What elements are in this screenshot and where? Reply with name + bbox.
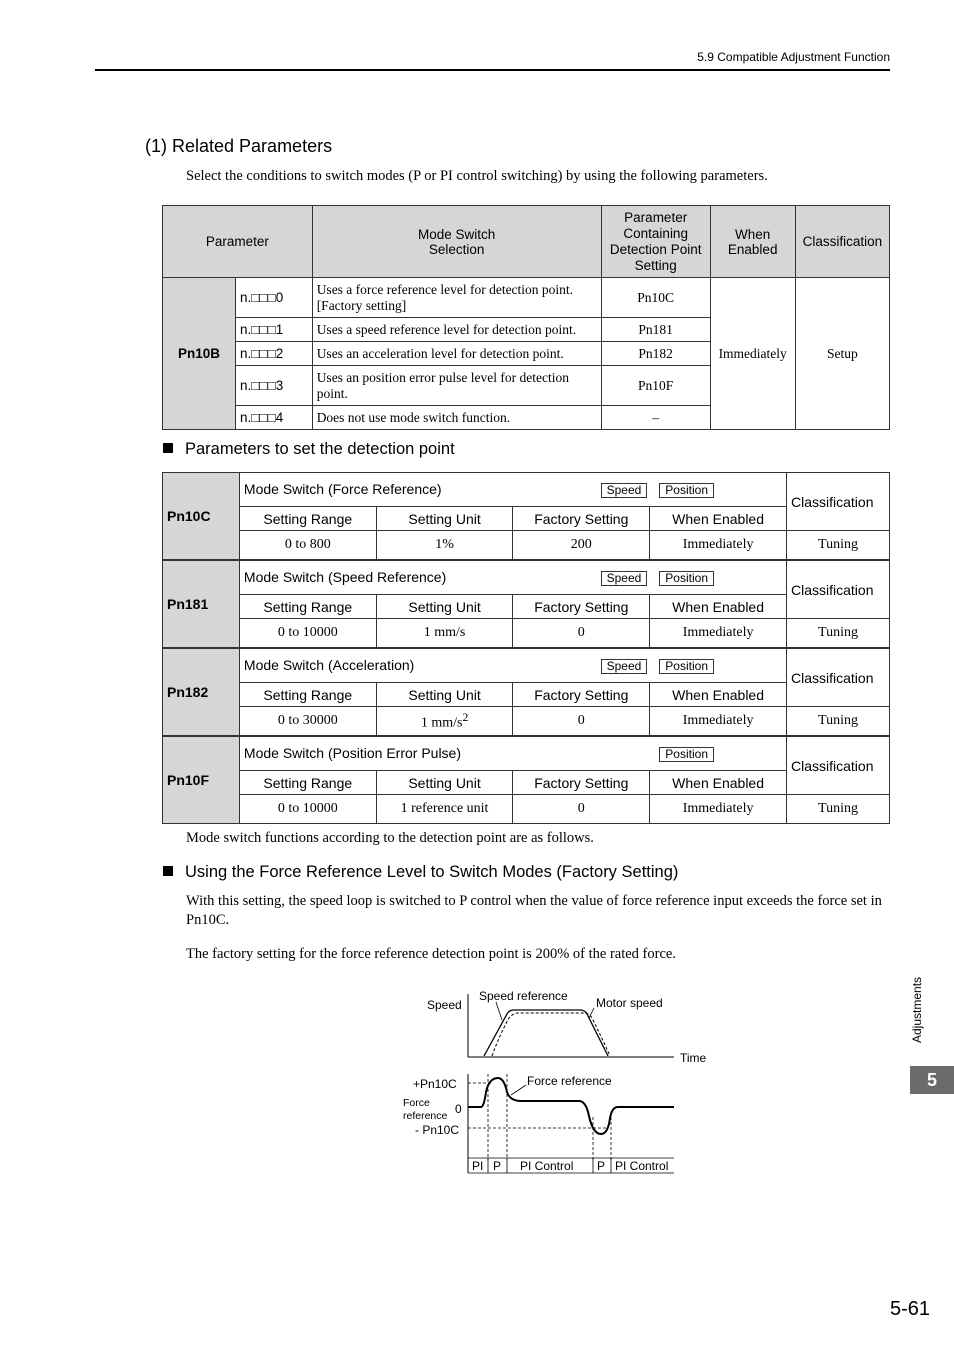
bullet-text: Using the Force Reference Level to Switch Modes (Factory Setting) <box>185 863 679 881</box>
mode-tags <box>601 569 714 586</box>
when-enabled-value: Immediately <box>650 619 787 648</box>
param-title-text: Mode Switch (Acceleration) <box>243 657 415 673</box>
bullet-heading-force-reference <box>163 863 678 882</box>
mode-tags <box>601 481 714 498</box>
mode-switch-selection-table <box>162 205 890 430</box>
detection-param-name: Pn181 <box>163 561 240 648</box>
detection-param-title <box>239 473 786 507</box>
segment-pi-1: PI <box>472 1159 484 1173</box>
bullet-text: Parameters to set the detection point <box>185 440 455 458</box>
param-title-text: Mode Switch (Force Reference) <box>243 481 442 497</box>
section-intro: Select the conditions to switch modes (P or PI control switching) by using the following parameters. <box>186 168 768 184</box>
setting-range-header: Setting Range <box>239 595 376 619</box>
param-desc: Does not use mode switch function. <box>312 406 601 430</box>
detection-param-name: Pn10C <box>163 473 240 560</box>
force-reference-pointer <box>511 1085 526 1095</box>
section-title: (1) Related Parameters <box>145 136 333 156</box>
param-point: Pn10C <box>601 278 710 318</box>
factory-setting-header: Factory Setting <box>513 595 650 619</box>
plus-level-label: +Pn10C <box>413 1077 457 1091</box>
mode-tags <box>601 657 714 674</box>
col-mode-switch: Mode Switch Selection <box>312 206 601 278</box>
mode-switch-timing-diagram <box>396 982 707 1178</box>
detection-param-title <box>239 737 786 771</box>
bullet-square-icon <box>163 443 173 453</box>
when-enabled-header: When Enabled <box>650 595 787 619</box>
segment-pi-control-1: PI Control <box>520 1159 574 1173</box>
param-value: n.□□□0 <box>236 278 313 318</box>
param-point: Pn10F <box>601 366 710 406</box>
mode-tag: Position <box>659 571 714 586</box>
mode-tag: Speed <box>601 659 648 674</box>
when-enabled-header: When Enabled <box>650 771 787 795</box>
paragraph-1: With this setting, the speed loop is switched to P control when the value of force reference input exceeds the force set in Pn10C. <box>186 893 882 928</box>
unit-text: 1% <box>435 537 454 552</box>
setting-unit-header: Setting Unit <box>376 595 513 619</box>
param-point: Pn182 <box>601 342 710 366</box>
bullet-heading-detection-params <box>163 440 455 459</box>
when-enabled-value: Immediately <box>650 707 787 736</box>
paragraph-2: The factory setting for the force reference detection point is 200% of the rated force. <box>186 946 676 962</box>
setting-range-value: 0 to 30000 <box>239 707 376 736</box>
force-axis-label-2: reference <box>403 1110 448 1122</box>
mode-tag: Position <box>659 659 714 674</box>
detection-param-table <box>162 472 890 560</box>
setting-unit-header: Setting Unit <box>376 683 513 707</box>
param-name: Pn10B <box>163 278 236 430</box>
param-desc: Uses a speed reference level for detection point. <box>312 318 601 342</box>
unit-superscript: 2 <box>462 710 469 724</box>
header-rule <box>95 69 890 71</box>
mode-tags <box>659 745 714 762</box>
minus-level-label: - Pn10C <box>415 1123 460 1137</box>
unit-text: 1 mm/s <box>423 625 466 640</box>
unit-text: 1 reference unit <box>400 801 489 816</box>
running-header: 5.9 Compatible Adjustment Function <box>697 50 890 64</box>
param-desc: Uses an position error pulse level for detection point. <box>312 366 601 406</box>
param-desc: Uses an acceleration level for detection point. <box>312 342 601 366</box>
param-value: n.□□□4 <box>236 406 313 430</box>
mode-tag: Speed <box>601 571 648 586</box>
param-point: – <box>601 406 710 430</box>
detection-param-title <box>239 649 786 683</box>
setting-unit-header: Setting Unit <box>376 507 513 531</box>
setting-range-header: Setting Range <box>239 683 376 707</box>
classification-value: Tuning <box>787 795 890 824</box>
classification-value: Tuning <box>787 707 890 736</box>
zero-label: 0 <box>455 1102 462 1116</box>
detection-param-table <box>162 648 890 736</box>
motor-speed-label: Motor speed <box>596 996 663 1010</box>
side-tab-label: Adjustments <box>910 976 924 1043</box>
param-value: n.□□□3 <box>236 366 313 406</box>
mode-tag: Position <box>659 747 714 762</box>
factory-setting-value: 0 <box>513 619 650 648</box>
when-enabled-value: Immediately <box>650 531 787 560</box>
segment-pi-control-2: PI Control <box>615 1159 669 1173</box>
detection-param-name: Pn182 <box>163 649 240 736</box>
detection-param-title <box>239 561 786 595</box>
setting-range-value: 0 to 10000 <box>239 619 376 648</box>
time-label: Time <box>680 1051 707 1065</box>
mode-tag: Speed <box>601 483 648 498</box>
bullet-square-icon <box>163 866 173 876</box>
factory-setting-value: 0 <box>513 707 650 736</box>
factory-setting-header: Factory Setting <box>513 683 650 707</box>
setting-unit-header: Setting Unit <box>376 771 513 795</box>
setting-unit-value <box>376 707 513 736</box>
setting-range-header: Setting Range <box>239 771 376 795</box>
chapter-tab: 5 <box>910 1066 954 1094</box>
speed-reference-label: Speed reference <box>479 989 568 1003</box>
unit-text: 1 mm/s <box>420 715 463 731</box>
when-enabled-value: Immediately <box>650 795 787 824</box>
detection-param-table <box>162 560 890 648</box>
classification-value: Tuning <box>787 531 890 560</box>
classification-header: Classification <box>787 737 890 795</box>
col-detection-point: Parameter Containing Detection Point Setting <box>601 206 710 278</box>
setting-range-value: 0 to 10000 <box>239 795 376 824</box>
classification-value: Tuning <box>787 619 890 648</box>
mode-tag: Position <box>659 483 714 498</box>
motor-speed-curve <box>492 1013 610 1056</box>
param-title-text: Mode Switch (Speed Reference) <box>243 569 447 585</box>
page-number: 5-61 <box>889 1298 930 1320</box>
param-desc: Uses a force reference level for detection point. [Factory setting] <box>312 278 601 318</box>
factory-setting-value: 200 <box>513 531 650 560</box>
factory-setting-header: Factory Setting <box>513 771 650 795</box>
col-classification: Classification <box>795 206 889 278</box>
when-enabled-header: When Enabled <box>650 683 787 707</box>
setting-unit-value <box>376 795 513 824</box>
detection-param-name: Pn10F <box>163 737 240 824</box>
col-parameter: Parameter <box>163 206 313 278</box>
segment-p-1: P <box>493 1159 502 1173</box>
speed-reference-pointer <box>496 1002 502 1020</box>
detection-param-table <box>162 736 890 824</box>
classification-header: Classification <box>787 473 890 531</box>
classification-value: Setup <box>795 278 889 430</box>
force-axis-label-1: Force <box>403 1097 430 1109</box>
speed-axis-label: Speed <box>427 998 462 1012</box>
after-table-text: Mode switch functions according to the detection point are as follows. <box>186 830 594 846</box>
param-point: Pn181 <box>601 318 710 342</box>
when-enabled-header: When Enabled <box>650 507 787 531</box>
factory-setting-header: Factory Setting <box>513 507 650 531</box>
setting-unit-value <box>376 619 513 648</box>
when-enabled-value: Immediately <box>710 278 795 430</box>
setting-range-header: Setting Range <box>239 507 376 531</box>
col-when-enabled: When Enabled <box>710 206 795 278</box>
setting-range-value: 0 to 800 <box>239 531 376 560</box>
classification-header: Classification <box>787 561 890 619</box>
param-title-text: Mode Switch (Position Error Pulse) <box>243 745 461 761</box>
factory-setting-value: 0 <box>513 795 650 824</box>
force-reference-label: Force reference <box>527 1074 612 1088</box>
param-value: n.□□□2 <box>236 342 313 366</box>
segment-p-2: P <box>597 1159 606 1173</box>
param-value: n.□□□1 <box>236 318 313 342</box>
setting-unit-value <box>376 531 513 560</box>
classification-header: Classification <box>787 649 890 707</box>
